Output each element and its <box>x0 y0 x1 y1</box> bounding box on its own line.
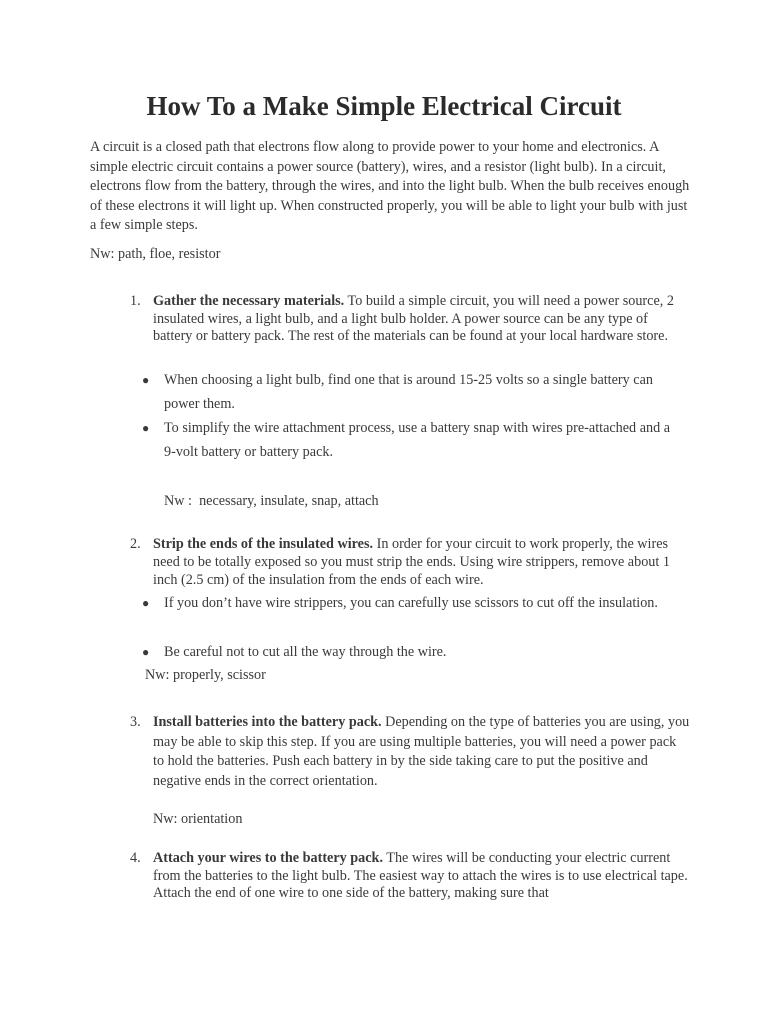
step-4 <box>130 850 690 903</box>
step-body <box>153 850 690 903</box>
step-3 <box>130 713 690 792</box>
bullet-item <box>142 591 682 615</box>
step-number: 4. <box>130 850 141 866</box>
step-lead: Attach your wires to the battery pack. <box>153 850 383 866</box>
bullet-icon: ● <box>142 421 150 435</box>
step-3-new-words: Nw: orientation <box>153 811 243 827</box>
step-lead: Install batteries into the battery pack. <box>153 714 382 730</box>
bullet-icon: ● <box>142 596 150 610</box>
step-1-new-words: Nw : necessary, insulate, snap, attach <box>164 493 379 509</box>
page-title: How To a Make Simple Electrical Circuit <box>146 91 622 121</box>
bullet-text: If you don’t have wire strippers, you can carefully use scissors to cut off the insulation. <box>164 595 658 611</box>
step-body <box>153 713 690 792</box>
bullet-text: To simplify the wire attachment process, use a battery snap with wires pre-attached and a 9-volt battery or battery pack. <box>164 420 671 460</box>
step-2-new-words: Nw: properly, scissor <box>145 667 266 683</box>
step-text: The wires will be conducting your electric current from the batteries to the light bulb. The easiest way to attach the wires is to use electrical tape. Attach the end of one wire to one side of the battery, making sure that <box>153 850 688 901</box>
step-text: To build a simple circuit, you will need a power source, 2 insulated wires, a light bulb, and a light bulb holder. A power source can be any type of battery or battery pack. The rest of the materials can be found at your local hardware store. <box>153 293 674 344</box>
step-number: 3. <box>130 714 141 730</box>
bullet-icon: ● <box>142 645 150 659</box>
bullet-icon: ● <box>142 373 150 387</box>
bullet-text: Be careful not to cut all the way through the wire. <box>164 644 447 660</box>
step-number: 2. <box>130 536 141 552</box>
step-text: Depending on the type of batteries you are using, you may be able to skip this step. If you are using multiple batteries, you will need a power pack to hold the batteries. Push each battery in by the side taking care to put the positive and negative ends in the correct orientation. <box>153 714 690 790</box>
step-lead: Gather the necessary materials. <box>153 293 345 309</box>
intro-new-words: Nw: path, floe, resistor <box>90 246 221 262</box>
bullet-text: When choosing a light bulb, find one that is around 15-25 volts so a single battery can power them. <box>164 372 653 412</box>
step-text: In order for your circuit to work properly, the wires need to be totally exposed so you must strip the ends. Using wire strippers, remove about 1 inch (2.5 cm) of the insulation from the ends of each wire. <box>153 536 670 588</box>
step-body <box>153 535 690 589</box>
step-lead: Strip the ends of the insulated wires. <box>153 536 374 552</box>
bullet-item <box>142 368 682 416</box>
bullet-item <box>142 416 682 464</box>
step-2 <box>130 535 690 589</box>
step-number: 1. <box>130 293 141 309</box>
step-1 <box>130 293 690 346</box>
step-body <box>153 293 690 346</box>
intro-paragraph: A circuit is a closed path that electrons flow along to provide power to your home and electronics. A simple electric circuit contains a power source (battery), wires, and a resistor (light bulb). In a circuit, electrons flow from the battery, through the wires, and into the light bulb. When the bulb receives enough of these electrons it will light up. When constructed properly, you will be able to light your bulb with just a few simple steps. <box>90 139 690 233</box>
bullet-item <box>142 640 682 664</box>
